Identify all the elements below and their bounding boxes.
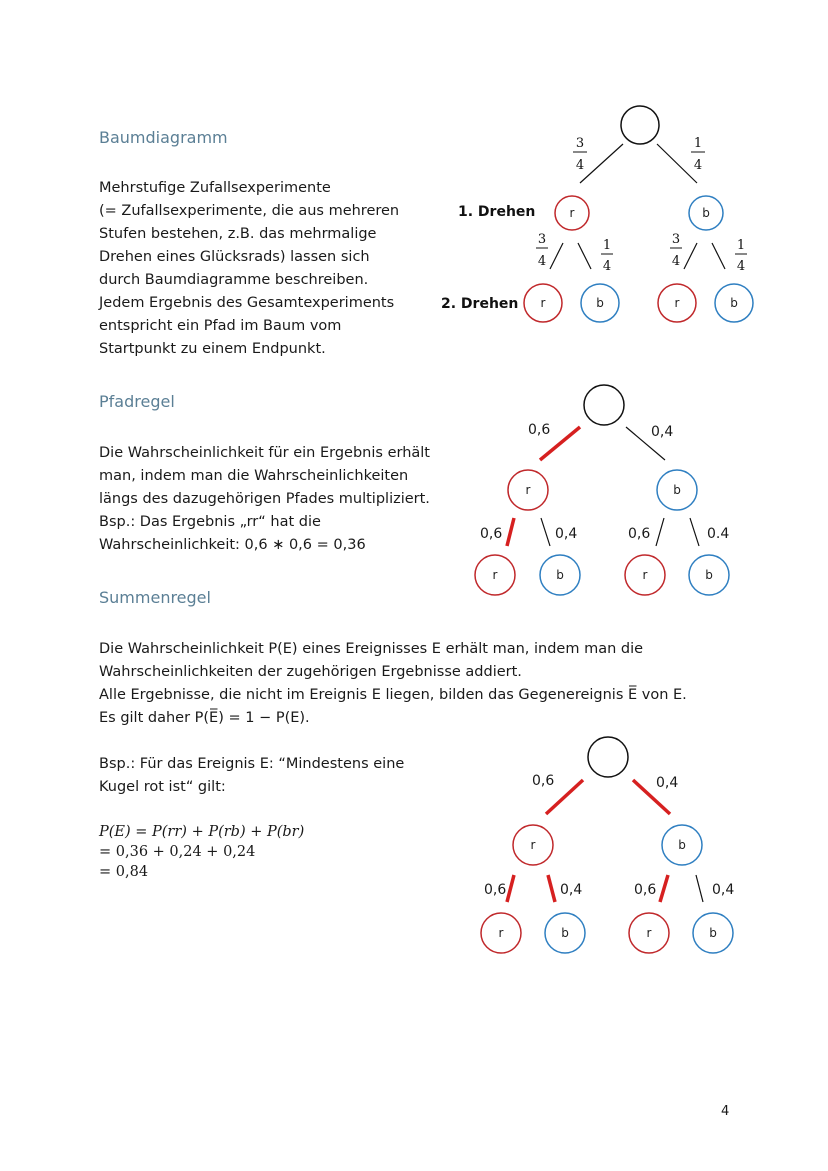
branch-line-highlighted (507, 875, 514, 902)
math-line: = 0,84 (99, 864, 149, 880)
text-line: Die Wahrscheinlichkeit für ein Ergebnis erhält (99, 445, 430, 461)
fraction-numerator: 1 (602, 238, 612, 253)
tree-diagram-pfadregel (460, 380, 760, 600)
branch-line (690, 518, 699, 546)
text-line: Mehrstufige Zufallsexperimente (99, 180, 331, 196)
node-b-label: b (705, 568, 713, 582)
branch-line (684, 243, 697, 269)
probability-label: 0,4 (651, 424, 674, 440)
math-calculation (99, 822, 304, 882)
node-b-label: b (596, 296, 604, 310)
branch-line-highlighted (548, 875, 555, 902)
branch-line (696, 875, 703, 902)
tree-diagram-fractions (430, 95, 770, 335)
text-line: Bsp.: Das Ergebnis „rr“ hat die (99, 514, 321, 530)
node-r-label: r (492, 568, 498, 582)
node-r-label: r (540, 296, 546, 310)
text-line: man, indem man die Wahrscheinlichkeiten (99, 468, 409, 484)
node-b-label: b (678, 838, 686, 852)
branch-line (541, 518, 550, 546)
text-line: Kugel rot ist“ gilt: (99, 779, 226, 795)
fraction-numerator: 1 (693, 136, 703, 151)
fraction-denominator: 4 (602, 259, 612, 274)
fraction-numerator: 3 (575, 136, 585, 151)
node-r-label: r (569, 206, 575, 220)
probability-label: 0,6 (480, 526, 503, 542)
probability-label: 0,4 (560, 882, 583, 898)
root-node (584, 385, 624, 425)
text-line: Drehen eines Glücksrads) lassen sich (99, 249, 370, 265)
node-r-label: r (674, 296, 680, 310)
probability-label: 0,6 (628, 526, 651, 542)
fraction-denominator: 4 (537, 254, 547, 269)
probability-label: 0,6 (484, 882, 507, 898)
probability-label: 0,6 (532, 773, 555, 789)
fraction-denominator: 4 (671, 254, 681, 269)
branch-line-highlighted (660, 875, 668, 902)
branch-line (712, 243, 725, 269)
text-line: Wahrscheinlichkeit: 0,6 ∗ 0,6 = 0,36 (99, 537, 366, 553)
node-b-label: b (561, 926, 569, 940)
text-line: durch Baumdiagramme beschreiben. (99, 272, 369, 288)
fraction-numerator: 3 (537, 232, 547, 247)
fraction-denominator: 4 (693, 158, 703, 173)
probability-label: 0,4 (712, 882, 735, 898)
baumdiagramm-text (99, 177, 399, 361)
node-b-label: b (702, 206, 710, 220)
math-line: = 0,36 + 0,24 + 0,24 (99, 844, 256, 860)
text-line: Alle Ergebnisse, die nicht im Ereignis E liegen, bilden das Gegenereignis E̅ von E. (99, 687, 687, 703)
text-line: Die Wahrscheinlichkeit P(E) eines Ereignisses E erhält man, indem man die (99, 641, 644, 657)
text-line: entspricht ein Pfad im Baum vom (99, 318, 342, 334)
pfadregel-text (99, 442, 430, 557)
branch-line-highlighted (507, 518, 514, 546)
node-r-label: r (530, 838, 536, 852)
probability-label: 0,4 (555, 526, 578, 542)
fraction-denominator: 4 (736, 259, 746, 274)
node-b-label: b (556, 568, 564, 582)
fraction-denominator: 4 (575, 158, 585, 173)
stage2-label: 2. Drehen (441, 296, 519, 312)
node-r-label: r (498, 926, 504, 940)
node-r-label: r (646, 926, 652, 940)
text-line: Jedem Ergebnis des Gesamtexperiments (99, 295, 395, 311)
tree-diagram-summenregel (460, 730, 760, 960)
text-line: längs des dazugehörigen Pfades multipliziert. (99, 491, 430, 507)
fraction-numerator: 1 (736, 238, 746, 253)
branch-line (550, 243, 563, 269)
text-line: Stufen bestehen, z.B. das mehrmalige (99, 226, 377, 242)
math-line: P(E) = P(rr) + P(rb) + P(br) (99, 824, 305, 840)
probability-label: 0,6 (634, 882, 657, 898)
text-line: Bsp.: Für das Ereignis E: “Mindestens eine (99, 756, 405, 772)
branch-line (657, 144, 697, 183)
stage1-label: 1. Drehen (458, 204, 536, 220)
node-r-label: r (642, 568, 648, 582)
page-number: 4 (721, 1104, 730, 1119)
node-b-label: b (709, 926, 717, 940)
text-line: Wahrscheinlichkeiten der zugehörigen Ergebnisse addiert. (99, 664, 522, 680)
root-node (621, 106, 659, 144)
text-line: (= Zufallsexperimente, die aus mehreren (99, 203, 400, 219)
branch-line (656, 518, 664, 546)
example-text (99, 753, 404, 799)
branch-line (580, 144, 623, 183)
heading-pfadregel: Pfadregel (99, 392, 175, 411)
text-line: Es gilt daher P(E̅) = 1 − P(E). (99, 710, 310, 726)
summenregel-text (99, 638, 687, 730)
node-b-label: b (673, 483, 681, 497)
probability-label: 0.4 (707, 526, 730, 542)
node-b-label: b (730, 296, 738, 310)
probability-label: 0,4 (656, 775, 679, 791)
heading-baumdiagramm: Baumdiagramm (99, 128, 228, 147)
root-node (588, 737, 628, 777)
heading-summenregel: Summenregel (99, 588, 211, 607)
text-line: Startpunkt zu einem Endpunkt. (99, 341, 326, 357)
node-r-label: r (525, 483, 531, 497)
probability-label: 0,6 (528, 422, 551, 438)
fraction-numerator: 3 (671, 232, 681, 247)
branch-line (578, 243, 591, 269)
